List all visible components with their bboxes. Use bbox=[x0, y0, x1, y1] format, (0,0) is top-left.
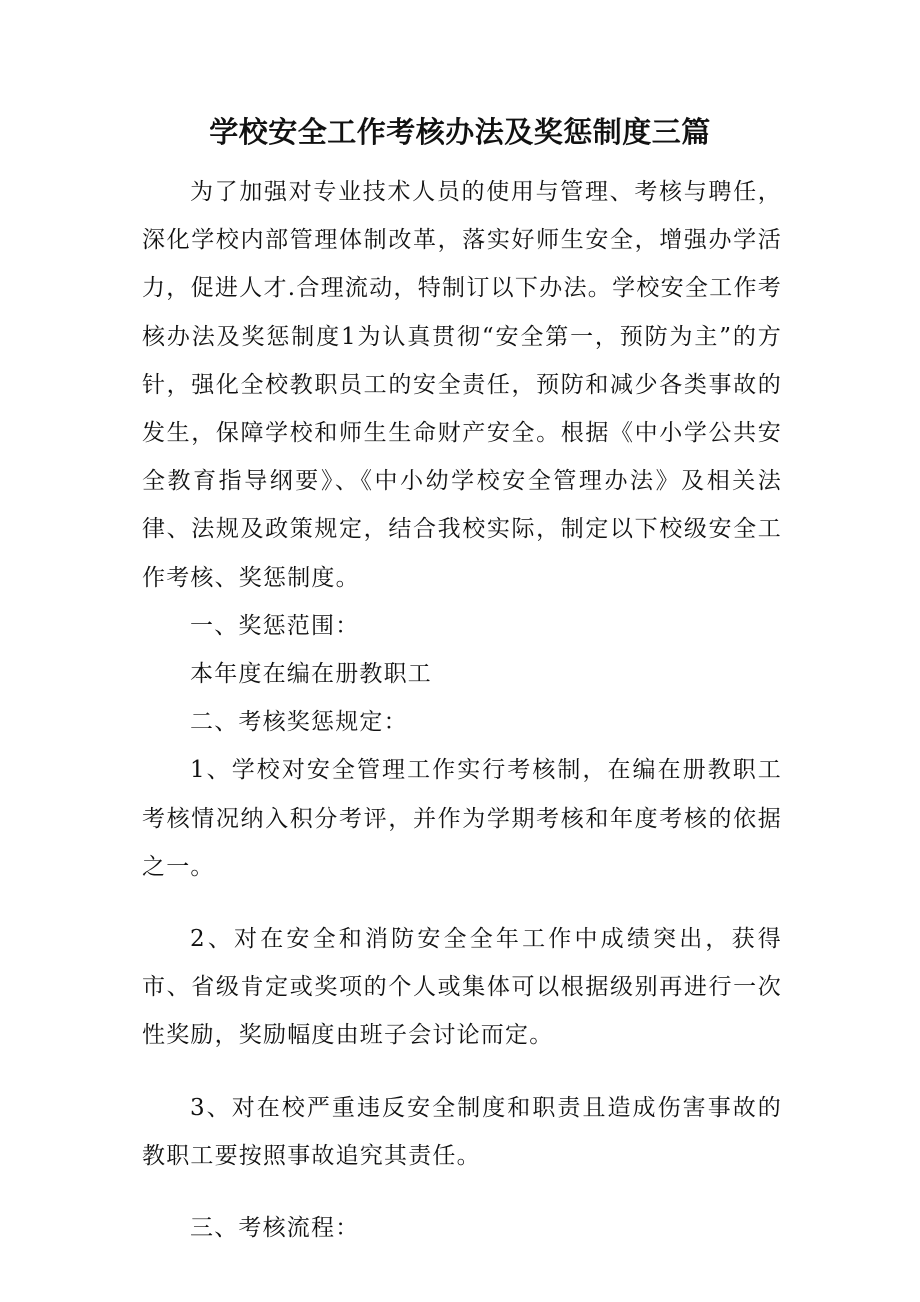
document-title: 学校安全工作考核办法及奖惩制度三篇 bbox=[209, 115, 711, 149]
section-heading-process: 三、考核流程： bbox=[190, 1215, 360, 1242]
paragraph-rule-3: 3、对在校严重违反安全制度和职责且造成伤害事故的教职工要按照事故追究其责任。 bbox=[142, 1094, 782, 1169]
paragraph-intro: 为了加强对专业技术人员的使用与管理、考核与聘任，深化学校内部管理体制改革，落实好师生安全，增强办学活力，促进人才.合理流动，特制订以下办法。学校安全工作考核办法及奖惩制度1为认真贯彻“安全第一，预防为主”的方针，强化全校教职员工的安全责任，预防和减少各类事故的发生，保障学校和师生生命财产安全。根据《中小学公共安全教育指导纲要》、《中小幼学校安全管理办法》及相关法律、法规及政策规定，结合我校实际，制定以下校级安全工作考核、奖惩制度。 bbox=[142, 179, 782, 591]
section-heading-rules: 二、考核奖惩规定： bbox=[190, 709, 408, 736]
paragraph-scope: 本年度在编在册教职工 bbox=[190, 661, 432, 688]
section-heading-scope: 一、奖惩范围： bbox=[190, 612, 360, 639]
document-body bbox=[142, 168, 782, 1252]
paragraph-rule-2: 2、对在安全和消防安全全年工作中成绩突出，获得市、省级肯定或奖项的个人或集体可以根据级别再进行一次性奖励，奖励幅度由班子会讨论而定。 bbox=[142, 926, 782, 1049]
paragraph-rule-1: 1、学校对安全管理工作实行考核制，在编在册教职工考核情况纳入积分考评，并作为学期考核和年度考核的依据之一。 bbox=[142, 757, 782, 880]
